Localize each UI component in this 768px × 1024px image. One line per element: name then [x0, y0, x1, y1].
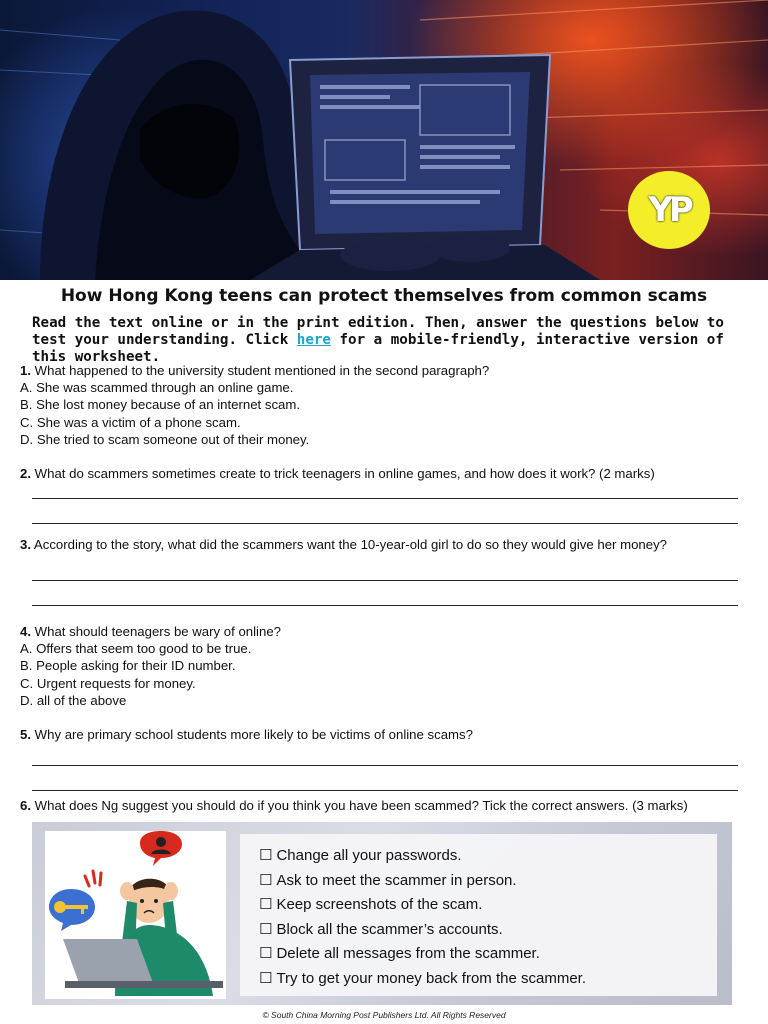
answer-line[interactable] — [32, 790, 738, 791]
checkbox-icon[interactable]: ☐ — [259, 871, 273, 889]
option-c: C. She was a victim of a phone scam. — [20, 414, 241, 430]
interactive-version-link[interactable]: here — [296, 332, 331, 348]
checklist — [240, 834, 717, 996]
instructions-text: Read the text online or in the print edition. Then, answer the questions below to test your understanding. Click — [32, 315, 724, 348]
question-6 — [20, 797, 750, 814]
question-number: 4. — [20, 624, 31, 639]
worried-person-illustration — [45, 831, 226, 999]
hero-image — [0, 0, 768, 280]
option-d: D. She tried to scam someone out of their money. — [20, 431, 310, 447]
checklist-item-text: Try to get your money back from the scammer. — [276, 969, 587, 987]
option-d: D. all of the above — [20, 692, 127, 708]
question-text: What happened to the university student mentioned in the second paragraph? — [31, 363, 490, 378]
checklist-item-text: Change all your passwords. — [276, 847, 462, 864]
question-text: According to the story, what did the scammers want the 10-year-old girl to do so they would give her money? — [31, 537, 668, 552]
question-number: 3. — [20, 537, 31, 552]
checkbox-icon[interactable]: ☐ — [259, 896, 273, 914]
question-number: 1. — [20, 363, 31, 378]
answer-line[interactable] — [32, 580, 738, 581]
question-text: What does Ng suggest you should do if you think you have been scammed? Tick the correct answers. (3 marks) — [31, 798, 688, 813]
option-a: A. She was scammed through an online game. — [20, 380, 294, 396]
checklist-item-text: Ask to meet the scammer in person. — [276, 871, 517, 889]
question-3 — [20, 536, 750, 553]
option-b: B. She lost money because of an internet scam. — [20, 397, 301, 413]
question-4 — [20, 623, 750, 709]
question-2 — [20, 465, 750, 482]
instructions-text-end: for a mobile-friendly, interactive version of this worksheet. — [32, 332, 724, 365]
option-a: A. Offers that seem too good to be true. — [20, 641, 252, 657]
checklist-item[interactable] — [259, 942, 717, 967]
checklist-item[interactable] — [259, 918, 717, 943]
question-text: Why are primary school students more likely to be victims of online scams? — [31, 727, 473, 742]
hacker-bubble-icon — [140, 831, 182, 866]
worksheet-title: How Hong Kong teens can protect themselves from common scams — [60, 286, 708, 306]
question-5 — [20, 726, 750, 743]
checklist-item[interactable] — [259, 869, 717, 894]
checkbox-icon[interactable]: ☐ — [259, 847, 273, 864]
question-text: What do scammers sometimes create to trick teenagers in online games, and how does it work? (2 marks) — [31, 466, 655, 481]
copyright-notice: © South China Morning Post Publishers Ltd. All Rights Reserved — [262, 1010, 506, 1020]
checklist-item-text: Keep screenshots of the scam. — [276, 896, 483, 914]
option-c: C. Urgent requests for money. — [20, 675, 196, 691]
answer-line[interactable] — [32, 523, 738, 524]
checkbox-icon[interactable]: ☐ — [259, 969, 273, 987]
answer-line[interactable] — [32, 765, 738, 766]
question-number: 2. — [20, 466, 31, 481]
question-1 — [20, 362, 750, 448]
instructions — [32, 315, 747, 366]
answer-line[interactable] — [32, 498, 738, 499]
question-number: 6. — [20, 798, 31, 813]
checklist-item[interactable] — [259, 967, 717, 992]
answer-line[interactable] — [32, 605, 738, 606]
checkbox-icon[interactable]: ☐ — [259, 920, 273, 938]
checkbox-icon[interactable]: ☐ — [259, 945, 273, 963]
question-text: What should teenagers be wary of online? — [31, 624, 281, 639]
question-number: 5. — [20, 727, 31, 742]
checklist-item-text: Delete all messages from the scammer. — [276, 945, 540, 963]
option-b: B. People asking for their ID number. — [20, 658, 236, 674]
checklist-item[interactable] — [259, 844, 717, 869]
checklist-item-text: Block all the scammer’s accounts. — [276, 920, 503, 938]
yp-logo: YP — [628, 171, 710, 249]
checklist-item[interactable] — [259, 893, 717, 918]
